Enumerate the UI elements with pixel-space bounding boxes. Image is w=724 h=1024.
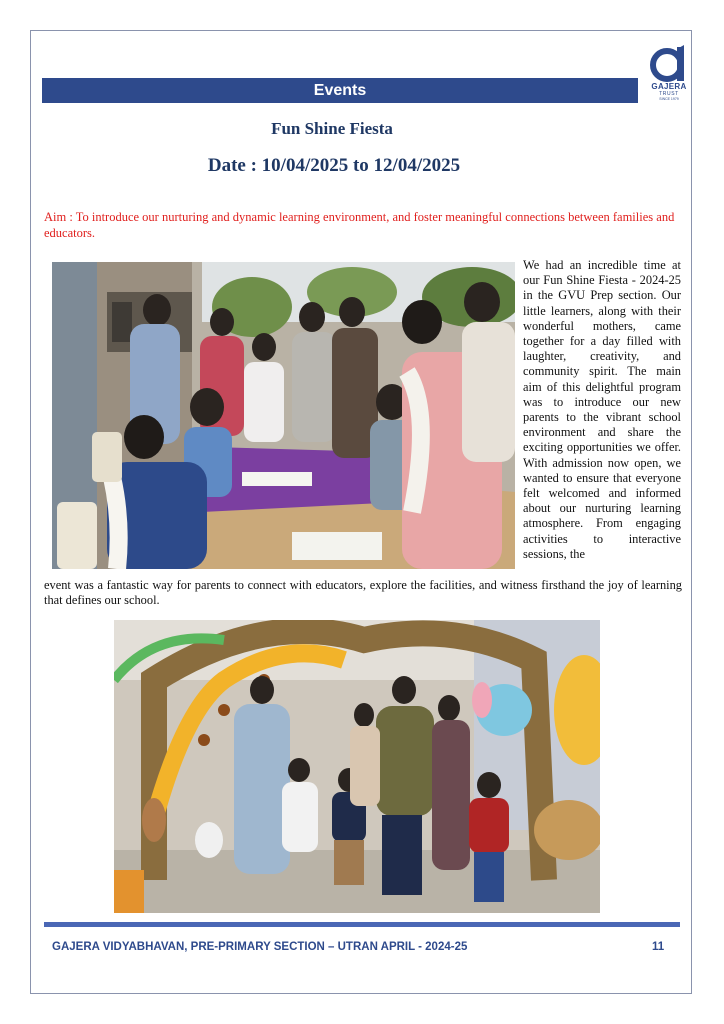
event-description-continued: event was a fantastic way for parents to connect with educators, explore the facilities, and witness firsthand the joy of learning that defines our school.	[44, 578, 682, 608]
event-title: Fun Shine Fiesta	[271, 119, 393, 138]
section-header-bar	[42, 78, 638, 103]
event-date: Date : 10/04/2025 to 12/04/2025	[207, 155, 461, 176]
logo-emblem-icon	[646, 43, 692, 83]
logo-sub: TRUST	[659, 91, 679, 97]
logo-since: SINCE 1979	[659, 97, 679, 101]
section-label: Events	[313, 82, 367, 99]
footer-rule	[44, 922, 680, 927]
entrance-arch-photo	[114, 620, 600, 913]
registration-photo	[52, 262, 515, 569]
footer-text: GAJERA VIDYABHAVAN, PRE-PRIMARY SECTION – UTRAN APRIL - 2024-25	[52, 941, 468, 953]
event-description-side: We had an incredible time at our Fun Shine Fiesta - 2024-25 in the GVU Prep section. Our little learners, along with their wonderful mothers, came together for a day filled with laughter, creativity, and community spirit. The main aim of this delightful program was to introduce our new parents to the vibrant school environment and share the exciting opportunities we offer. With admission now open, we wanted to ensure that everyone felt welcomed and informed about our nurturing learning atmosphere. From engaging activities to interactive sessions, the	[523, 258, 681, 561]
event-aim: Aim : To introduce our nurturing and dynamic learning environment, and foster meaningful connections between families and educators.	[44, 210, 675, 240]
logo-name: GAJERA	[651, 82, 687, 91]
gajera-trust-logo	[646, 43, 692, 111]
page-number: 11	[652, 941, 665, 953]
